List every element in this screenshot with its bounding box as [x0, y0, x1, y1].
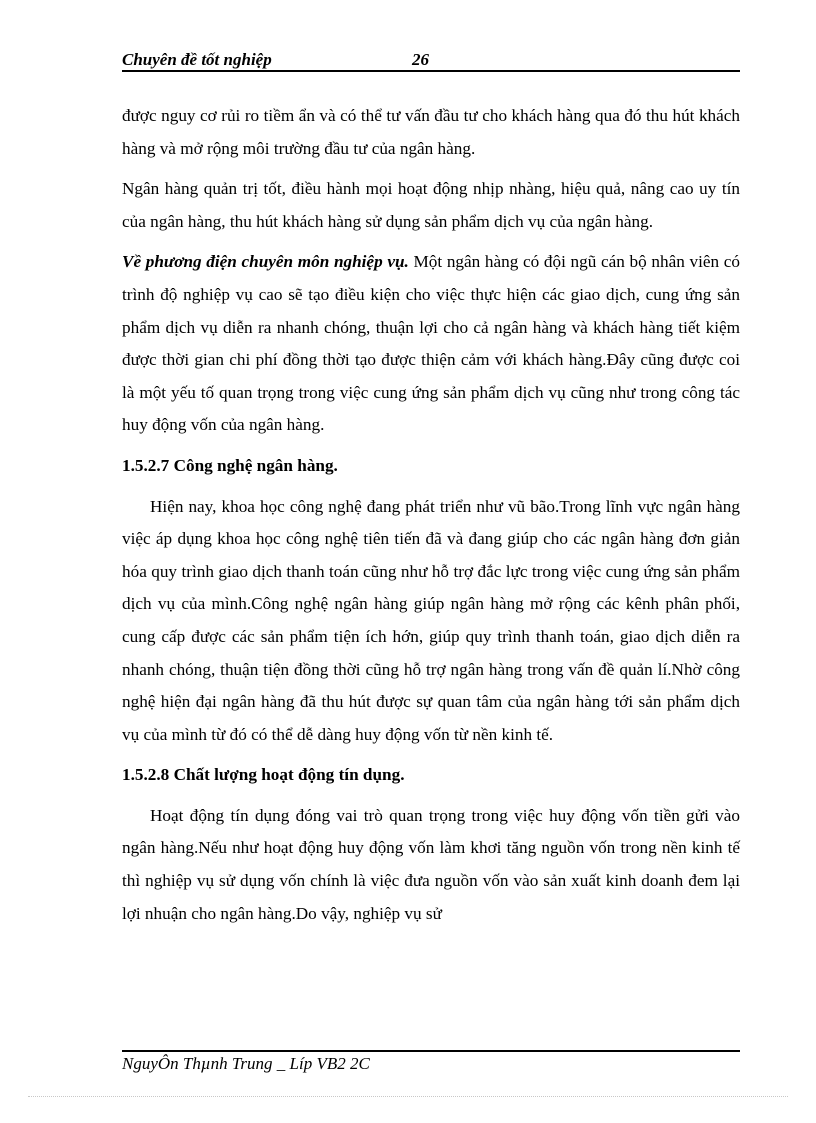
paragraph: Hoạt động tín dụng đóng vai trò quan trọng trong việc huy động vốn tiền gửi vào ngân hàng.Nếu như hoạt động huy động vốn làm khơi tăng nguồn vốn trong nền kinh tế thì nghiệp vụ sử dụng vốn chính là việc đưa nguồn vốn vào sản xuất kinh doanh đem lại lợi nhuận cho ngân hàng.Do vậy, nghiệp vụ sử [122, 805, 740, 923]
paragraph-lead: Về phương điện chuyên môn nghiệp vụ. [122, 252, 409, 272]
footer-divider [122, 1050, 740, 1052]
paragraph [122, 246, 740, 442]
document-body [122, 100, 740, 930]
page-number: 26 [412, 50, 429, 69]
paragraph: Ngân hàng quản trị tốt, điều hành mọi hoạt động nhịp nhàng, hiệu quả, nâng cao uy tín của ngân hàng, thu hút khách hàng sử dụng sản phẩm dịch vụ của ngân hàng. [122, 179, 740, 231]
paragraph-text: Một ngân hàng có đội ngũ cán bộ nhân viên có trình độ nghiệp vụ cao sẽ tạo điều kiện cho việc thực hiện các giao dịch, cung ứng sản phẩm dịch vụ diễn ra nhanh chóng, thuận lợi cho cả ngân hàng và khách hàng tiết kiệm được thời gian chi phí đồng thời tạo được thiện cảm với khách hàng.Đây cũng được coi là một yếu tố quan trọng trong việc cung ứng sản phẩm dịch vụ cũng như trong công tác huy động vốn của ngân hàng. [122, 252, 740, 435]
paragraph: Hiện nay, khoa học công nghệ đang phát triển như vũ bão.Trong lĩnh vực ngân hàng việc áp dụng khoa học công nghệ tiên tiến đã và đang giúp cho các ngân hàng đơn giản hóa quy trình giao dịch thanh toán cũng như hỗ trợ đắc lực trong việc cung ứng sản phẩm dịch vụ của mình.Công nghệ ngân hàng giúp ngân hàng mở rộng các kênh phân phối, cung cấp được các sản phẩm tiện ích hớn, giúp quy trình thanh toán, giao dịch diễn ra nhanh chóng, thuận tiện đồng thời cũng hỗ trợ ngân hàng trong vấn đề quản lí.Nhờ công nghệ hiện đại ngân hàng đã thu hút được sự quan tâm của ngân hàng tới sản phẩm dịch vụ của mình từ đó có thể dễ dàng huy động vốn từ nền kinh tế. [122, 496, 740, 744]
header-title: Chuyên đề tốt nghiệp [122, 50, 272, 69]
paragraph: được nguy cơ rủi ro tiềm ẩn và có thể tư vấn đầu tư cho khách hàng qua đó thu hút khách hàng và mở rộng môi trường đầu tư của ngân hàng. [122, 106, 740, 158]
section-heading: 1.5.2.7 Công nghệ ngân hàng. [122, 455, 338, 475]
section-heading: 1.5.2.8 Chất lượng hoạt động tín dụng. [122, 765, 405, 785]
page-bottom-dotted-border [28, 1096, 788, 1097]
page-header [122, 50, 740, 72]
page-footer: NguyÔn Thµnh Trung _ Líp VB2 2C [122, 1054, 370, 1073]
